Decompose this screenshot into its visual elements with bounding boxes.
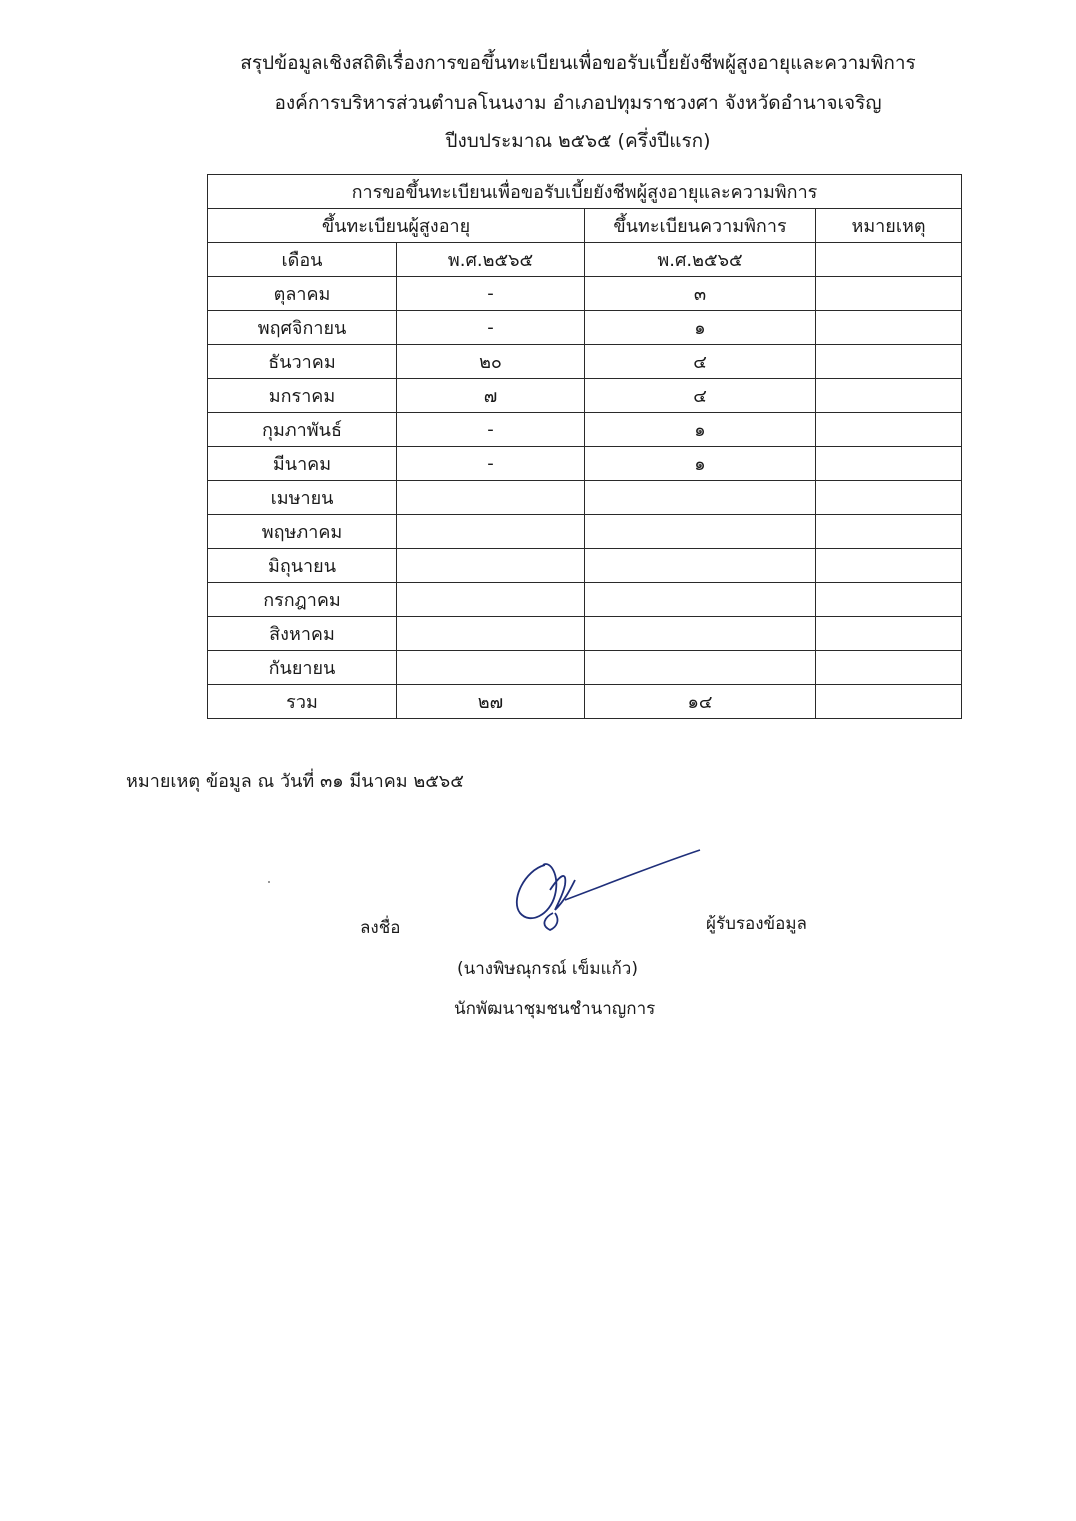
disabled-count-cell: ๔ <box>585 345 816 379</box>
sign-label: ลงชื่อ <box>360 918 401 938</box>
month-cell: ธันวาคม <box>208 345 397 379</box>
remark-cell <box>816 481 962 515</box>
data-date-note: หมายเหตุ ข้อมูล ณ วันที่ ๓๑ มีนาคม ๒๕๖๕ <box>126 771 464 792</box>
elderly-count-cell <box>397 515 585 549</box>
table-group-header-row <box>208 209 962 243</box>
signature-image <box>505 845 705 935</box>
certifier-role: ผู้รับรองข้อมูล <box>706 914 807 934</box>
disabled-count-cell: ๑ <box>585 311 816 345</box>
scan-speck <box>268 881 270 883</box>
disabled-count-cell: ๓ <box>585 277 816 311</box>
disabled-count-cell <box>585 515 816 549</box>
total-remark-cell <box>816 685 962 719</box>
disabled-count-cell: ๑ <box>585 413 816 447</box>
disabled-count-cell <box>585 617 816 651</box>
elderly-count-cell <box>397 583 585 617</box>
elderly-count-cell <box>397 651 585 685</box>
table-row <box>208 549 962 583</box>
disabled-group-header: ขึ้นทะเบียนความพิการ <box>585 209 816 243</box>
signer-position: นักพัฒนาชุมชนชำนาญการ <box>454 999 656 1019</box>
remark-cell <box>816 583 962 617</box>
month-cell: กรกฎาคม <box>208 583 397 617</box>
table-row <box>208 345 962 379</box>
month-cell: ตุลาคม <box>208 277 397 311</box>
fiscal-year-line: ปีงบประมาณ ๒๕๖๕ (ครึ่งปีแรก) <box>445 130 711 152</box>
remark-cell <box>816 651 962 685</box>
disabled-count-cell <box>585 549 816 583</box>
table-row <box>208 617 962 651</box>
table-row <box>208 447 962 481</box>
elderly-count-cell <box>397 481 585 515</box>
disabled-count-cell <box>585 583 816 617</box>
disabled-count-cell <box>585 481 816 515</box>
table-title-row <box>208 175 962 209</box>
table-row <box>208 481 962 515</box>
remark-header: หมายเหตุ <box>816 209 962 243</box>
table-row <box>208 311 962 345</box>
elderly-count-cell: - <box>397 277 585 311</box>
remark-cell <box>816 379 962 413</box>
month-cell: พฤศจิกายน <box>208 311 397 345</box>
month-cell: กุมภาพันธ์ <box>208 413 397 447</box>
month-cell: มีนาคม <box>208 447 397 481</box>
remark-cell <box>816 515 962 549</box>
organization-line: องค์การบริหารส่วนตำบลโนนงาม อำเภอปทุมราชวงศา จังหวัดอำนาจเจริญ <box>274 92 882 114</box>
disabled-count-cell <box>585 651 816 685</box>
remark-cell <box>816 413 962 447</box>
month-cell: พฤษภาคม <box>208 515 397 549</box>
elderly-count-cell: ๗ <box>397 379 585 413</box>
signer-name: (นางพิษณุกรณ์ เข็มแก้ว) <box>457 959 638 979</box>
table-title: การขอขึ้นทะเบียนเพื่อขอรับเบี้ยยังชีพผู้สูงอายุและความพิการ <box>208 175 962 209</box>
table-row <box>208 277 962 311</box>
table-row <box>208 651 962 685</box>
total-disabled-cell: ๑๔ <box>585 685 816 719</box>
disabled-count-cell: ๔ <box>585 379 816 413</box>
month-cell: มกราคม <box>208 379 397 413</box>
table-row <box>208 379 962 413</box>
table-subheader-row <box>208 243 962 277</box>
elderly-count-cell: - <box>397 311 585 345</box>
document-title: สรุปข้อมูลเชิงสถิติเรื่องการขอขึ้นทะเบียนเพื่อขอรับเบี้ยยังชีพผู้สูงอายุและความพิการ <box>240 52 916 74</box>
elderly-count-cell: - <box>397 447 585 481</box>
month-cell: มิถุนายน <box>208 549 397 583</box>
month-cell: กันยายน <box>208 651 397 685</box>
table-row <box>208 583 962 617</box>
remark-subheader <box>816 243 962 277</box>
elderly-count-cell <box>397 549 585 583</box>
registration-table <box>207 174 962 719</box>
remark-cell <box>816 311 962 345</box>
elderly-count-cell <box>397 617 585 651</box>
elderly-year-header: พ.ศ.๒๕๖๕ <box>397 243 585 277</box>
elderly-group-header: ขึ้นทะเบียนผู้สูงอายุ <box>208 209 585 243</box>
month-header: เดือน <box>208 243 397 277</box>
month-cell: สิงหาคม <box>208 617 397 651</box>
elderly-count-cell: ๒๐ <box>397 345 585 379</box>
total-elderly-cell: ๒๗ <box>397 685 585 719</box>
remark-cell <box>816 345 962 379</box>
disabled-year-header: พ.ศ.๒๕๖๕ <box>585 243 816 277</box>
elderly-count-cell: - <box>397 413 585 447</box>
table-row <box>208 515 962 549</box>
table-row <box>208 413 962 447</box>
remark-cell <box>816 549 962 583</box>
month-cell: เมษายน <box>208 481 397 515</box>
remark-cell <box>816 447 962 481</box>
total-label: รวม <box>208 685 397 719</box>
total-row <box>208 685 962 719</box>
disabled-count-cell: ๑ <box>585 447 816 481</box>
remark-cell <box>816 617 962 651</box>
remark-cell <box>816 277 962 311</box>
